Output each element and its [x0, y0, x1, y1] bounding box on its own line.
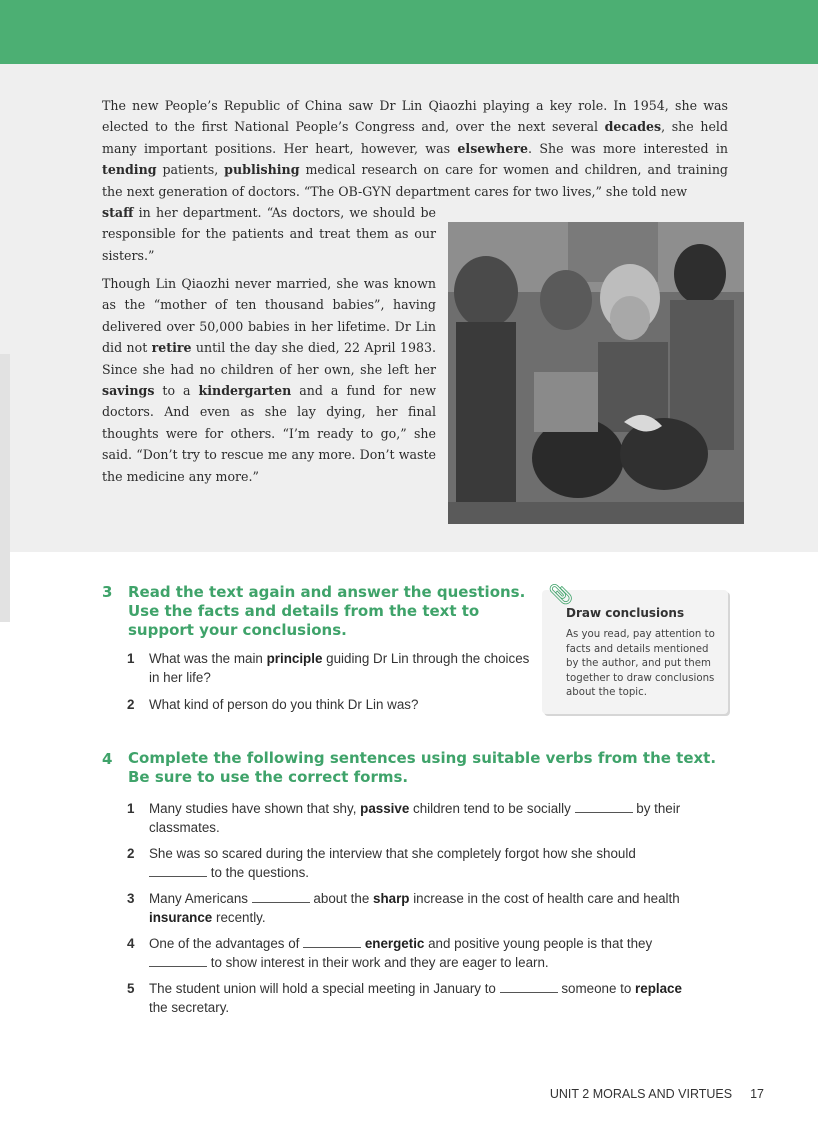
page-footer: [550, 1087, 764, 1101]
question-2: 2 What kind of person do you think Dr Lin was?: [127, 697, 419, 712]
answer-blank[interactable]: [303, 946, 361, 948]
sentence-3: 3 Many Americans about the sharp increase in the cost of health care and health insurance recently.: [127, 891, 680, 925]
answer-blank[interactable]: [149, 965, 207, 967]
sentence-5: 5 The student union will hold a special meeting in January to someone to replace the secretary.: [127, 981, 682, 1015]
photo-doctor-with-children: [448, 222, 744, 524]
unit-title: UNIT 2 MORALS AND VIRTUES: [549, 1087, 733, 1101]
paragraph-1: The new People’s Republic of China saw Dr Lin Qiaozhi playing a key role. In 1954, she was elected to the first National People’s Congress and, over the next several decades, she held many important positions. Her heart, however, was elsewhere. She was more interested in tending patients, publishing medical research on care for women and children, and training the next generation of doctors. “The OB-GYN department cares for two lives,” she told new: [102, 98, 729, 199]
key-word: staff: [102, 205, 134, 220]
strategy-tip-box: [542, 582, 728, 714]
exercise-4-number: 4: [102, 750, 113, 768]
page-number: 17: [750, 1087, 764, 1101]
answer-blank[interactable]: [252, 901, 310, 903]
key-word: decades: [604, 119, 662, 135]
question-1: 1 What was the main principle guiding Dr Lin through the choices in her life?: [127, 651, 530, 685]
photo-illustration: [448, 222, 744, 524]
tip-body: As you read, pay attention to facts and details mentioned by the author, and put them together to draw conclusions about the topic.: [566, 629, 715, 698]
paragraph-2: staff in her department. “As doctors, we should be responsible for the patients and treat them as our sisters.”: [102, 205, 436, 263]
answer-blank[interactable]: [149, 875, 207, 877]
exercise-3-questions: [127, 650, 535, 715]
exercise-3-number: 3: [102, 583, 113, 601]
panel-edge: [0, 354, 10, 622]
key-word: retire: [151, 340, 192, 356]
exercise-4-instructions: Complete the following sentences using suitable verbs from the text. Be sure to use the correct forms.: [128, 749, 717, 786]
tip-title: Draw conclusions: [566, 606, 685, 620]
exercise-3-instructions: Read the text again and answer the questions. Use the facts and details from the text to support your conclusions.: [128, 583, 526, 639]
key-word: elsewhere: [457, 140, 528, 156]
key-word: tending: [102, 162, 157, 178]
paragraph-3: Though Lin Qiaozhi never married, she was known as the “mother of ten thousand babies”, having delivered over 50,000 babies in her lifetime. Dr Lin did not retire until the day she died, 22 April 1983. Since she had no children of her own, she left her savings to a kindergarten and a fund for new doctors. And even as she lay dying, her final thoughts were for others. “I’m ready to go,” she said. “Don’t try to rescue me any more. Don’t waste the medicine any more.”: [102, 276, 436, 484]
key-word: publishing: [224, 162, 300, 178]
exercise-4-sentences: [127, 800, 687, 1017]
answer-blank[interactable]: [575, 811, 633, 813]
sentence-1: 1 Many studies have shown that shy, passive children tend to be socially by their classmates.: [127, 801, 681, 835]
sentence-4: 4 One of the advantages of energetic and positive young people is that they to show interest in their work and they are eager to learn.: [127, 936, 653, 970]
key-word: kindergarten: [198, 383, 292, 399]
header-band: [0, 0, 818, 64]
paperclip-icon: 📎︎: [548, 582, 574, 606]
sentence-2: 2 She was so scared during the interview that she completely forgot how she should to the questions.: [127, 846, 636, 880]
key-word: savings: [102, 383, 155, 399]
answer-blank[interactable]: [500, 991, 558, 993]
